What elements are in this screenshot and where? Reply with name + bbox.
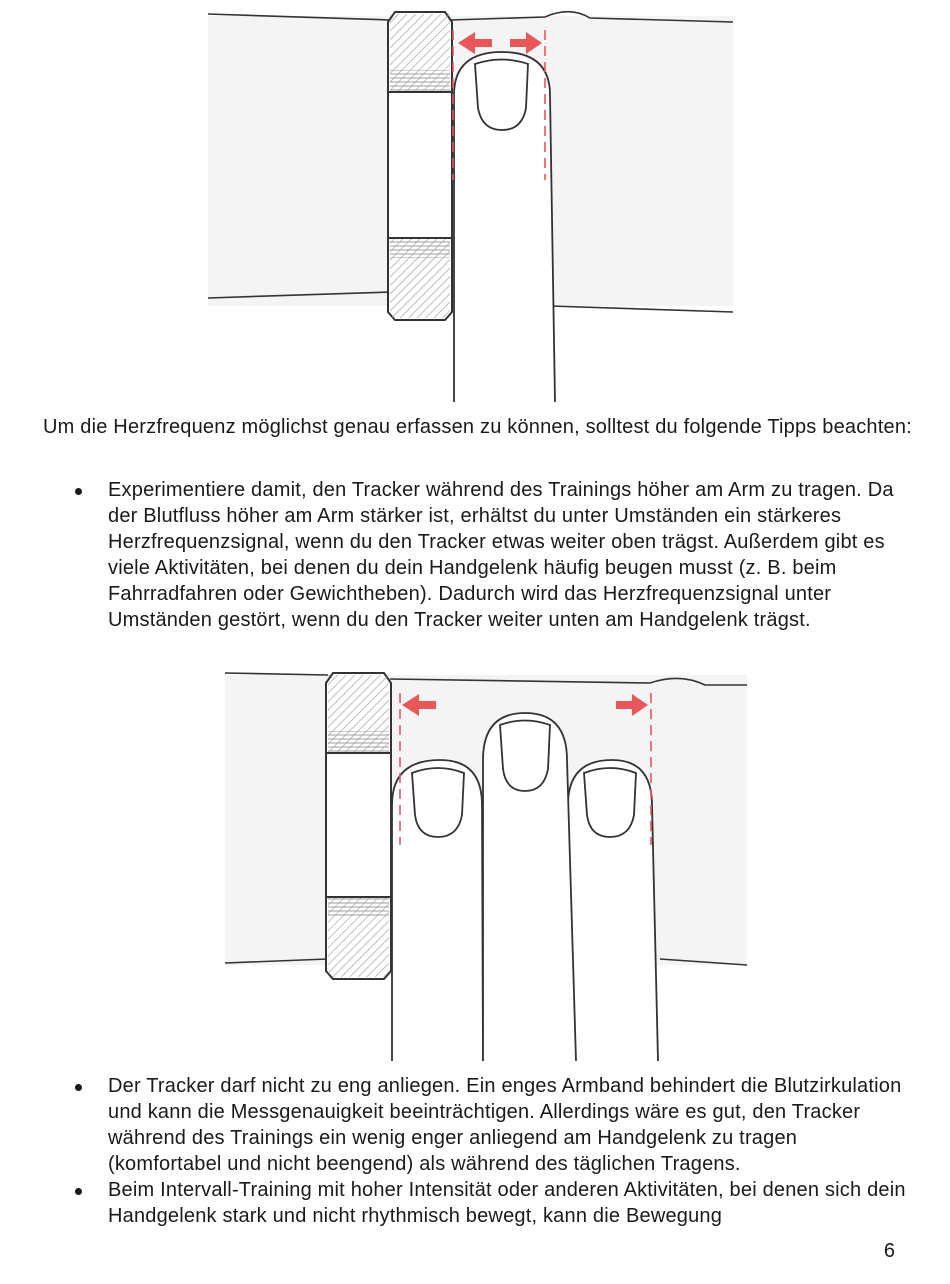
list-item	[0, 1177, 908, 1229]
one-finger-placement-illustration	[200, 0, 740, 402]
list-item-text: Beim Intervall-Training mit hoher Intensität oder anderen Aktivitäten, bei denen sich dein Handgelenk stark und nicht rhythmisch bewegt, kann die Bewegung	[108, 1179, 906, 1227]
tips-list-bottom	[0, 1073, 908, 1229]
three-finger-placement-illustration	[220, 665, 752, 1061]
bullet-icon	[75, 1084, 82, 1091]
page-number: 6	[883, 1240, 895, 1262]
bullet-icon	[75, 488, 82, 495]
tips-list-top	[0, 477, 908, 633]
intro-text: Um die Herzfrequenz möglichst genau erfassen zu können, solltest du folgende Tipps beachten:	[43, 416, 912, 438]
tracker-band	[388, 12, 452, 320]
tracker-band	[326, 673, 391, 979]
list-item-text: Experimentiere damit, den Tracker während des Trainings höher am Arm zu tragen. Da der Blutfluss höher am Arm stärker ist, erhältst du unter Umständen ein stärkeres Herzfrequenzsignal, wenn du den Tracker etwas weiter oben trägst. Außerdem gibt es viele Aktivitäten, bei denen du dein Handgelenk häufig beugen musst (z. B. beim Fahrradfahren oder Gewichtheben). Dadurch wird das Herzfrequenzsignal unter Umständen gestört, wenn du den Tracker weiter unten am Handgelenk trägst.	[108, 479, 894, 631]
list-item-text: Der Tracker darf nicht zu eng anliegen. Ein enges Armband behindert die Blutzirkulation und kann die Messgenauigkeit beeinträchtigen. Allerdings wäre es gut, den Tracker während des Trainings ein wenig enger anliegend am Handgelenk zu tragen (komfortabel und nicht beengend) als während des täglichen Tragens.	[108, 1075, 902, 1175]
bullet-icon	[75, 1188, 82, 1195]
finger	[454, 52, 555, 402]
list-item	[0, 1073, 908, 1177]
list-item	[0, 477, 908, 633]
fingers	[392, 713, 658, 1061]
